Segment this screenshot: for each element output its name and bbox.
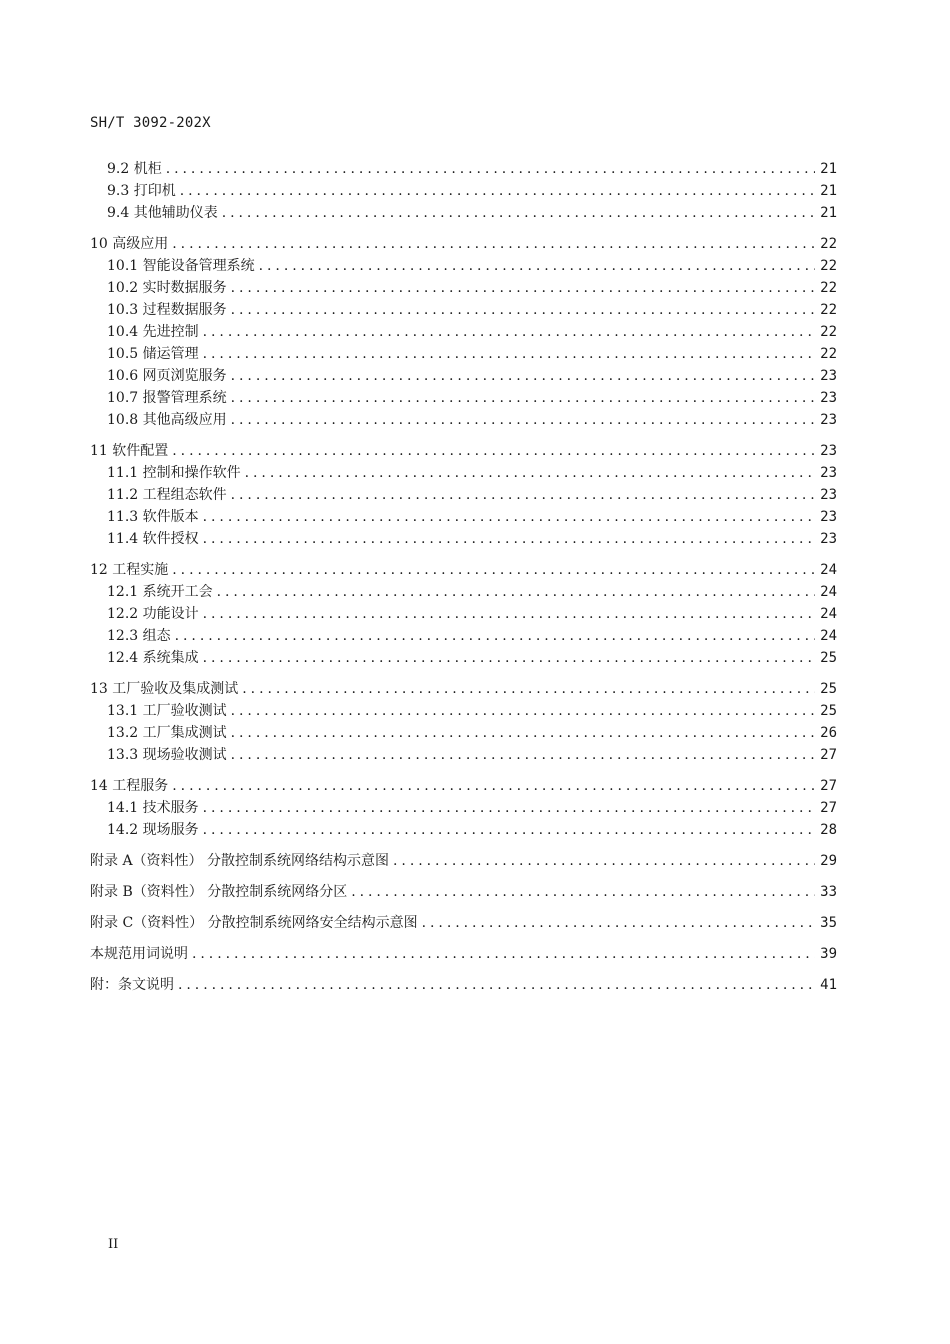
toc-entry-page: 27 [820,778,837,794]
toc-entry-page: 39 [820,946,837,962]
toc-entry[interactable] [90,233,837,255]
dot-leader [227,700,815,722]
toc-entry[interactable] [90,365,837,387]
toc-entry[interactable] [90,343,837,365]
toc-entry-page: 35 [820,915,837,931]
toc-entry-title: 9.2 机柜 [107,161,162,177]
toc-entry[interactable] [90,581,837,603]
toc-entry[interactable] [90,603,837,625]
toc-entry-title: 11.3 软件版本 [107,509,199,525]
toc-entry-title: 附：条文说明 [90,977,174,993]
toc-entry-title: 附录 B（资料性） 分散控制系统网络分区 [90,884,348,900]
toc-entry-title: 13.3 现场验收测试 [107,747,227,763]
toc-entry-page: 41 [820,977,837,993]
toc-entry[interactable] [90,797,837,819]
dot-leader [188,943,815,965]
toc-entry[interactable] [90,202,837,224]
dot-leader [199,321,815,343]
dot-leader [199,797,815,819]
toc-entry[interactable] [90,974,837,996]
dot-leader [176,180,815,202]
dot-leader [227,277,815,299]
toc-entry[interactable] [90,744,837,766]
toc-entry[interactable] [90,277,837,299]
toc-entry-title: 12.4 系统集成 [107,650,199,666]
toc-entry-page: 23 [820,443,837,459]
toc-entry[interactable] [90,850,837,872]
toc-entry[interactable] [90,943,837,965]
toc-entry[interactable] [90,387,837,409]
dot-leader [227,365,815,387]
dot-leader [199,343,815,365]
toc-entry-page: 24 [820,562,837,578]
toc-entry-title: 11.1 控制和操作软件 [107,465,241,481]
toc-entry-title: 13 工厂验收及集成测试 [90,681,239,697]
toc-entry[interactable] [90,819,837,841]
dot-leader [347,881,815,903]
toc-entry-page: 22 [820,346,837,362]
toc-entry-title: 12.2 功能设计 [107,606,199,622]
toc-entry-title: 11.2 工程组态软件 [107,487,227,503]
toc-entry-page: 25 [820,703,837,719]
toc-entry[interactable] [90,440,837,462]
toc-entry[interactable] [90,559,837,581]
toc-entry[interactable] [90,647,837,669]
toc-entry-title: 10.7 报警管理系统 [107,390,227,406]
toc-entry-title: 14.2 现场服务 [107,822,199,838]
dot-leader [168,559,815,581]
dot-leader [227,722,815,744]
toc-entry-title: 9.4 其他辅助仪表 [107,205,218,221]
toc-entry[interactable] [90,700,837,722]
toc-entry-page: 23 [820,465,837,481]
dot-leader [168,233,815,255]
dot-leader [174,974,815,996]
toc-entry-page: 24 [820,628,837,644]
toc-entry[interactable] [90,678,837,700]
toc-entry-title: 14.1 技术服务 [107,800,199,816]
toc-entry-title: 10.3 过程数据服务 [107,302,227,318]
dot-leader [171,625,815,647]
toc-entry-title: 10.4 先进控制 [107,324,199,340]
toc-entry-page: 33 [820,884,837,900]
toc-entry-title: 本规范用词说明 [90,946,188,962]
toc-entry-title: 附录 A（资料性） 分散控制系统网络结构示意图 [90,853,390,869]
dot-leader [213,581,815,603]
dot-leader [227,744,815,766]
toc-entry-page: 22 [820,324,837,340]
toc-entry-title: 12.3 组态 [107,628,171,644]
dot-leader [418,912,815,934]
toc-entry-page: 23 [820,509,837,525]
dot-leader [199,819,815,841]
toc-entry[interactable] [90,506,837,528]
dot-leader [162,158,815,180]
toc-entry-title: 10.5 储运管理 [107,346,199,362]
toc-entry-title: 10.1 智能设备管理系统 [107,258,255,274]
dot-leader [389,850,815,872]
table-of-contents [90,158,837,996]
dot-leader [238,678,815,700]
dot-leader [199,528,815,550]
toc-entry-page: 21 [820,183,837,199]
toc-entry[interactable] [90,462,837,484]
toc-entry-page: 22 [820,236,837,252]
toc-entry-page: 29 [820,853,837,869]
toc-entry[interactable] [90,299,837,321]
toc-entry-page: 22 [820,302,837,318]
toc-entry-title: 13.2 工厂集成测试 [107,725,227,741]
toc-entry[interactable] [90,775,837,797]
toc-entry-page: 23 [820,368,837,384]
dot-leader [255,255,815,277]
dot-leader [199,647,815,669]
toc-entry[interactable] [90,321,837,343]
toc-entry-title: 12.1 系统开工会 [107,584,213,600]
toc-entry-title: 10 高级应用 [90,236,169,252]
toc-entry-page: 24 [820,584,837,600]
dot-leader [218,202,815,224]
toc-entry-page: 26 [820,725,837,741]
toc-entry[interactable] [90,255,837,277]
page-number: II [108,1237,119,1252]
toc-entry-title: 10.8 其他高级应用 [107,412,227,428]
toc-entry-page: 28 [820,822,837,838]
toc-entry-title: 10.6 网页浏览服务 [107,368,227,384]
toc-entry-title: 9.3 打印机 [107,183,176,199]
dot-leader [168,775,815,797]
toc-entry-page: 22 [820,280,837,296]
toc-entry[interactable] [90,912,837,934]
toc-entry-title: 11 软件配置 [90,443,169,459]
document-code: SH/T 3092-202X [90,115,211,131]
toc-entry-page: 23 [820,390,837,406]
toc-entry-page: 21 [820,205,837,221]
dot-leader [199,603,815,625]
toc-entry-page: 23 [820,412,837,428]
dot-leader [227,409,815,431]
toc-entry-page: 22 [820,258,837,274]
dot-leader [227,484,815,506]
toc-entry[interactable] [90,158,837,180]
toc-entry[interactable] [90,180,837,202]
toc-entry-title: 10.2 实时数据服务 [107,280,227,296]
toc-entry[interactable] [90,409,837,431]
toc-entry-page: 25 [820,650,837,666]
toc-entry-page: 25 [820,681,837,697]
toc-entry[interactable] [90,528,837,550]
toc-entry-page: 23 [820,531,837,547]
toc-entry-title: 11.4 软件授权 [107,531,199,547]
dot-leader [241,462,815,484]
toc-entry-title: 13.1 工厂验收测试 [107,703,227,719]
toc-entry[interactable] [90,625,837,647]
toc-entry[interactable] [90,484,837,506]
dot-leader [227,299,815,321]
toc-entry-title: 14 工程服务 [90,778,169,794]
toc-entry-page: 23 [820,487,837,503]
toc-entry[interactable] [90,881,837,903]
toc-entry-page: 21 [820,161,837,177]
dot-leader [168,440,815,462]
toc-entry[interactable] [90,722,837,744]
dot-leader [199,506,815,528]
toc-entry-title: 附录 C（资料性） 分散控制系统网络安全结构示意图 [90,915,418,931]
toc-entry-title: 12 工程实施 [90,562,169,578]
toc-entry-page: 27 [820,800,837,816]
toc-entry-page: 27 [820,747,837,763]
toc-entry-page: 24 [820,606,837,622]
dot-leader [227,387,815,409]
